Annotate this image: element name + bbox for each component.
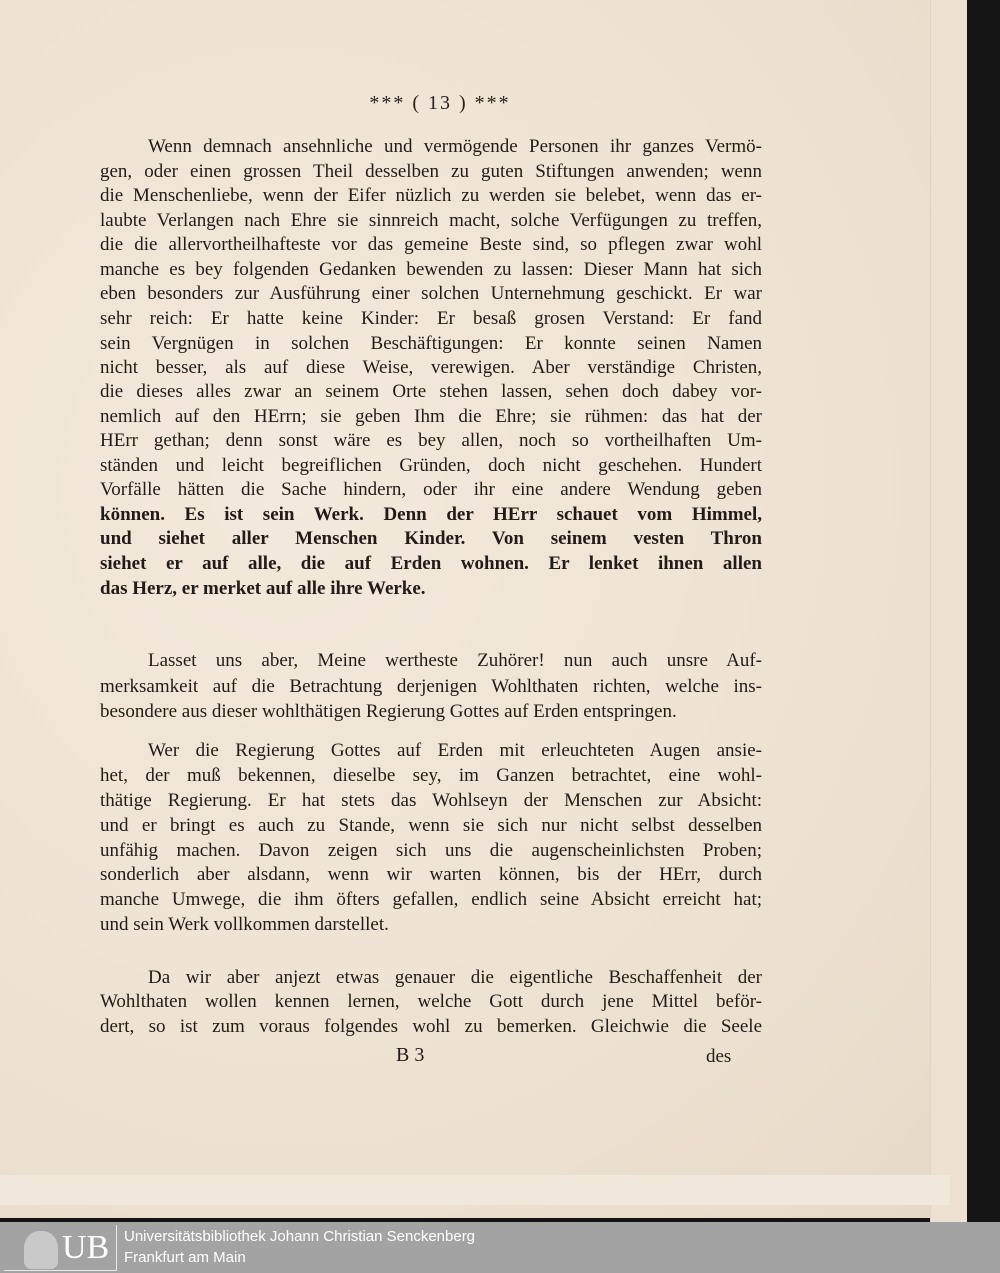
text-line: Vorfälle hätten die Sache hindern, oder ihr eine andere Wendung geben bbox=[100, 479, 762, 500]
text-line: Wohlthaten wollen kennen lernen, welche Gott durch jene Mittel beför- bbox=[100, 991, 762, 1012]
text-line: die die allervortheilhafteste vor das gemeine Beste sind, so pflegen zwar wohl bbox=[100, 234, 762, 255]
bust-icon bbox=[24, 1231, 58, 1269]
signature-mark: B 3 bbox=[396, 1044, 425, 1066]
text-line: eben besonders zur Ausführung einer solchen Unternehmung geschickt. Er war bbox=[100, 283, 762, 304]
logo-text: UB bbox=[62, 1229, 110, 1266]
page-edge bbox=[930, 0, 967, 1240]
text-line: und siehet aller Menschen Kinder. Von seinem vesten Thron bbox=[100, 528, 762, 549]
text-line: unfähig machen. Davon zeigen sich uns die augenscheinlichsten Proben; bbox=[100, 840, 762, 861]
text-line: thätige Regierung. Er hat stets das Wohlseyn der Menschen zur Absicht: bbox=[100, 790, 762, 811]
text-line: sonderlich aber alsdann, wenn wir warten können, bis der HErr, durch bbox=[100, 864, 762, 885]
text-line: nemlich auf den HErrn; sie geben Ihm die Ehre; sie rühmen: das hat der bbox=[100, 406, 762, 427]
text-line: HErr gethan; denn sonst wäre es bey allen, noch so vortheilhaften Um- bbox=[100, 430, 762, 451]
text-line: die Menschenliebe, wenn der Eifer nüzlich zu werden sie belebet, wenn das er- bbox=[100, 185, 762, 206]
text-line: Wenn demnach ansehnliche und vermögende Personen ihr ganzes Vermö- bbox=[148, 136, 762, 157]
catchword: des bbox=[706, 1046, 732, 1067]
text-line: das Herz, er merket auf alle ihre Werke. bbox=[100, 578, 426, 599]
library-logo bbox=[4, 1225, 117, 1271]
text-line: sehr reich: Er hatte keine Kinder: Er besaß grosen Verstand: Er fand bbox=[100, 308, 762, 329]
text-line: Lasset uns aber, Meine wertheste Zuhörer! nun auch unsre Auf- bbox=[148, 650, 762, 671]
text-line: Da wir aber anjezt etwas genauer die eigentliche Beschaffenheit der bbox=[148, 967, 762, 988]
text-line: dert, so ist zum voraus folgendes wohl zu bemerken. Gleichwie die Seele bbox=[100, 1016, 762, 1037]
text-line: und er bringt es auch zu Stande, wenn sie sich nur nicht selbst desselben bbox=[100, 815, 762, 836]
text-line: merksamkeit auf die Betrachtung derjenigen Wohlthaten richten, welche ins- bbox=[100, 676, 762, 697]
text-line: manche es bey folgenden Gedanken bewenden zu lassen: Dieser Mann hat sich bbox=[100, 259, 762, 280]
text-line: die dieses alles zwar an seinem Orte stehen lassen, sehen doch dabey vor- bbox=[100, 381, 762, 402]
page-bottom-edge bbox=[0, 1175, 950, 1205]
text-line: manche Umwege, die ihm öfters gefallen, endlich seine Absicht erreicht hat; bbox=[100, 889, 762, 910]
text-line: Wer die Regierung Gottes auf Erden mit erleuchteten Augen ansie- bbox=[148, 740, 762, 761]
text-line: laubte Verlangen nach Ehre sie sinnreich macht, solche Verfügungen zu treffen, bbox=[100, 210, 762, 231]
text-line: besondere aus dieser wohlthätigen Regierung Gottes auf Erden entspringen. bbox=[100, 701, 677, 722]
text-line: siehet er auf alle, die auf Erden wohnen. Er lenket ihnen allen bbox=[100, 553, 762, 574]
library-city: Frankfurt am Main bbox=[124, 1249, 246, 1266]
text-line: und sein Werk vollkommen darstellet. bbox=[100, 914, 389, 935]
text-line: ständen und leicht begreiflichen Gründen, doch nicht geschehen. Hundert bbox=[100, 455, 762, 476]
text-line: können. Es ist sein Werk. Denn der HErr schauet vom Himmel, bbox=[100, 504, 762, 525]
text-line: nicht besser, als auf diese Weise, verewigen. Aber verständige Christen, bbox=[100, 357, 762, 378]
library-footer bbox=[0, 1222, 1000, 1273]
text-line: het, der muß bekennen, dieselbe sey, im Ganzen betrachtet, eine wohl- bbox=[100, 765, 762, 786]
page-number-header: *** ( 13 ) *** bbox=[369, 92, 511, 114]
library-name: Universitätsbibliothek Johann Christian Senckenberg bbox=[124, 1228, 476, 1245]
text-line: sein Vergnügen in solchen Beschäftigungen: Er konnte seinen Namen bbox=[100, 333, 762, 354]
text-line: gen, oder einen grossen Theil desselben zu guten Stiftungen anwenden; wenn bbox=[100, 161, 762, 182]
